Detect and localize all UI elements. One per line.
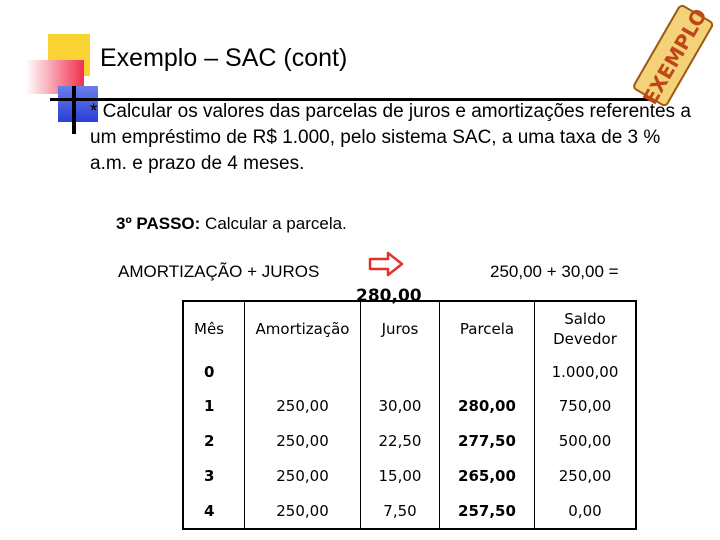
header-saldo: Saldo Devedor: [535, 301, 637, 356]
cell-juros: 22,50: [361, 423, 440, 458]
formula-right: 250,00 + 30,00 =: [490, 262, 619, 281]
cell-parcela: 280,00: [440, 388, 535, 423]
table-row: [183, 458, 636, 493]
cell-saldo: 1.000,00: [535, 356, 637, 388]
table-row: [183, 388, 636, 423]
cell-amortizacao: 250,00: [245, 388, 361, 423]
step-label: 3º PASSO:: [116, 214, 201, 233]
table-row: [183, 356, 636, 388]
cell-amortizacao: 250,00: [245, 458, 361, 493]
arrow-right-icon: [368, 251, 404, 277]
cell-juros: 30,00: [361, 388, 440, 423]
cell-amortizacao: [245, 356, 361, 388]
cell-mes: 1: [183, 388, 245, 423]
cell-juros: 15,00: [361, 458, 440, 493]
stamp-text: EXEMPLO: [637, 4, 712, 109]
step-line: [116, 214, 347, 234]
cell-amortizacao: 250,00: [245, 493, 361, 529]
cell-juros: [361, 356, 440, 388]
step-text: Calcular a parcela.: [205, 214, 347, 233]
title-vertical-rule: [72, 86, 76, 134]
cell-saldo: 750,00: [535, 388, 637, 423]
cell-parcela: 277,50: [440, 423, 535, 458]
header-parcela: Parcela: [440, 301, 535, 356]
cell-juros: 7,50: [361, 493, 440, 529]
formula-result: 280,00: [356, 286, 422, 306]
header-mes: Mês: [183, 301, 245, 356]
table-row: [183, 493, 636, 529]
cell-mes: 4: [183, 493, 245, 529]
cell-saldo: 500,00: [535, 423, 637, 458]
amortization-table: [182, 300, 637, 530]
page-title: Exemplo – SAC (cont): [100, 44, 348, 72]
formula-left: AMORTIZAÇÃO + JUROS: [118, 262, 320, 281]
exemplo-stamp-icon: [622, 0, 720, 110]
cell-parcela: [440, 356, 535, 388]
cell-mes: 2: [183, 423, 245, 458]
header-amortizacao: Amortização: [245, 301, 361, 356]
cell-saldo: 250,00: [535, 458, 637, 493]
cell-mes: 0: [183, 356, 245, 388]
cell-amortizacao: 250,00: [245, 423, 361, 458]
cell-parcela: 265,00: [440, 458, 535, 493]
cell-saldo: 0,00: [535, 493, 637, 529]
header-juros: Juros: [361, 301, 440, 356]
table-header-row: [183, 301, 636, 356]
cell-mes: 3: [183, 458, 245, 493]
table-row: [183, 423, 636, 458]
cell-parcela: 257,50: [440, 493, 535, 529]
bullet-text: * Calcular os valores das parcelas de juros e amortizações referentes a um empréstimo de R$ 1.000, pelo sistema SAC, a uma taxa de 3 % a.m. e prazo de 4 meses.: [90, 101, 691, 174]
